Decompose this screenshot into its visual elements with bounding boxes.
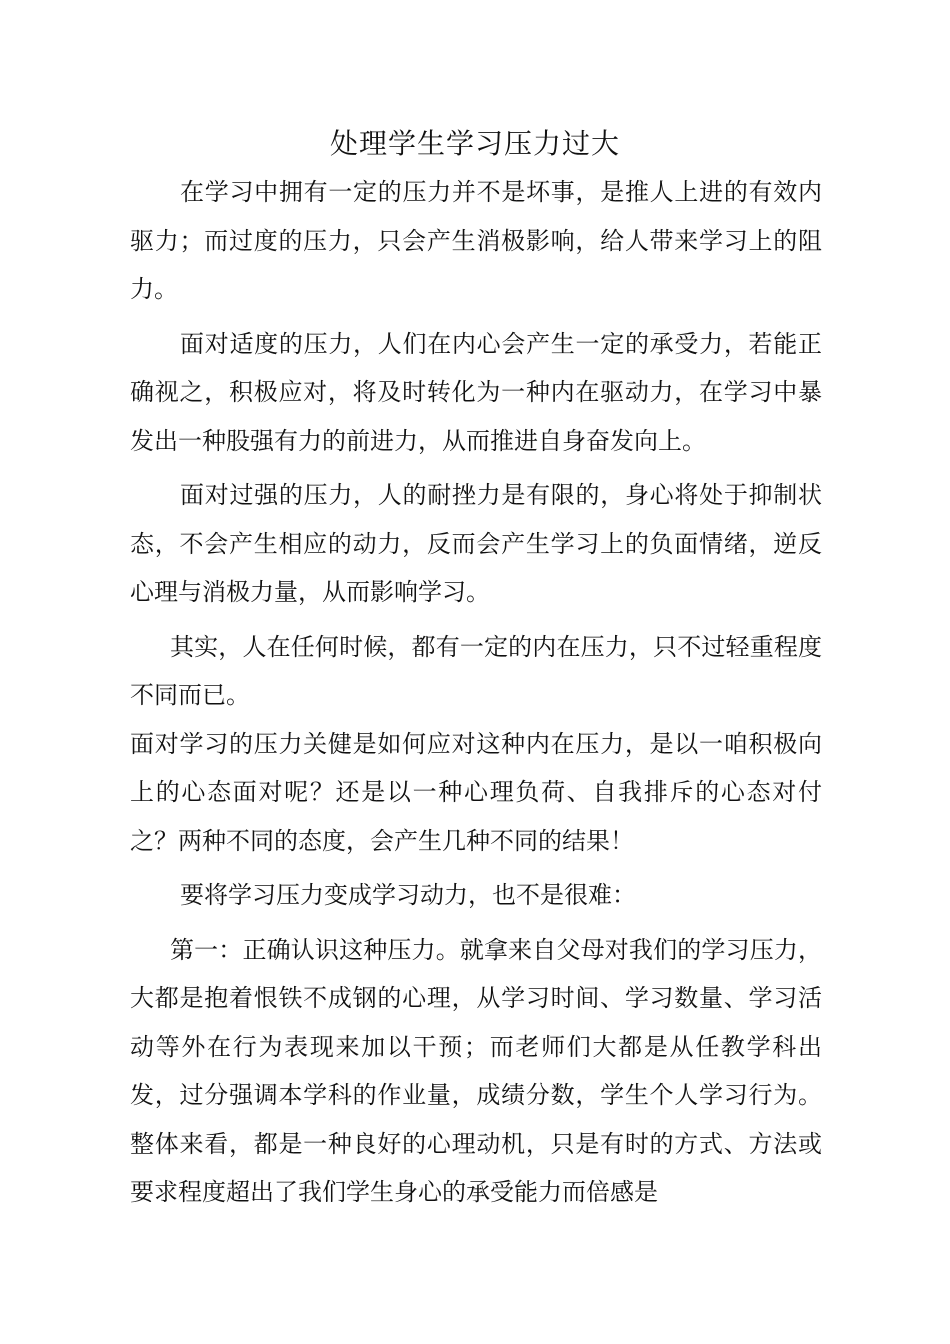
- document-title: 处理学生学习压力过大: [329, 127, 620, 160]
- paragraph-2: 面对适度的压力，人们在内心会产生一定的承受力，若能正确视之，积极应对，将及时转化为一种内在驱动力，在学习中暴发出一种股强有力的前进力，从而推进自身奋发向上。: [130, 329, 822, 455]
- paragraph-7: 第一：正确认识这种压力。就拿来自父母对我们的学习压力，大都是抱着恨铁不成钢的心理，从学习时间、学习数量、学习活动等外在行为表现来加以干预；而老师们大都是从任教学科出发，过分强调本学科的作业量，成绩分数，学生个人学习行为。整体来看，都是一种良好的心理动机，只是有时的方式、方法或要求程度超出了我们学生身心的承受能力而倍感是: [130, 935, 822, 1206]
- paragraph-4: 其实，人在任何时候，都有一定的内在压力，只不过轻重程度不同而已。: [130, 632, 822, 709]
- paragraph-5: 面对学习的压力关健是如何应对这种内在压力，是以一咱积极向上的心态面对呢？还是以一种心理负荷、自我排斥的心态对付之？两种不同的态度，会产生几种不同的结果！: [130, 729, 822, 855]
- document-body: [130, 168, 822, 1217]
- paragraph-6: 要将学习压力变成学习动力，也不是很难：: [180, 881, 636, 909]
- paragraph-1: 在学习中拥有一定的压力并不是坏事，是推人上进的有效内驱力；而过度的压力，只会产生消极影响，给人带来学习上的阻力。: [130, 178, 822, 303]
- paragraph-3: 面对过强的压力，人的耐挫力是有限的，身心将处于抑制状态，不会产生相应的动力，反而会产生学习上的负面情绪，逆反心理与消极力量，从而影响学习。: [130, 481, 822, 606]
